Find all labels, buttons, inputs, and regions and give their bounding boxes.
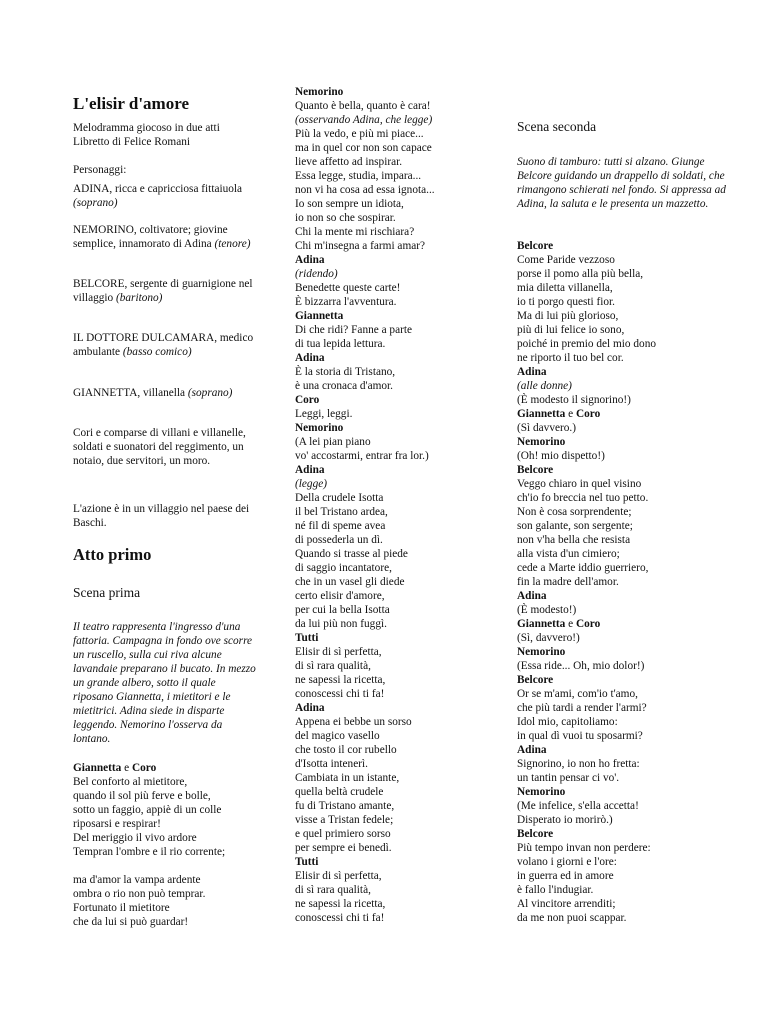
character-belcore	[73, 277, 258, 305]
speaker-name: Adina	[517, 744, 547, 756]
line-text: porse il pomo alla più bella,	[517, 268, 644, 280]
verse-line: Di che ridi? Fanne a parte	[295, 324, 412, 336]
verse-line: Chi la mente mi rischiara?	[295, 226, 415, 238]
speaker-name: Adina	[517, 590, 547, 602]
speaker-label	[517, 645, 727, 659]
speaker-label	[517, 365, 727, 379]
stage-note	[517, 379, 727, 393]
scene-heading: Scena seconda	[517, 119, 597, 134]
verse-line: lieve affetto ad inspirar.	[295, 156, 403, 168]
character-voice: (basso comico)	[122, 346, 192, 358]
character-adina	[73, 182, 258, 210]
verse-line	[517, 799, 727, 813]
character-voice: (soprano)	[73, 197, 118, 209]
subtitle-line: Libretto di Felice Romani	[73, 136, 191, 148]
verse-line: Fortunato il mietitore	[73, 902, 170, 914]
speaker-label	[73, 761, 258, 775]
verse-line	[517, 841, 727, 855]
verse-line: Elisir di sì perfetta,	[295, 870, 382, 882]
verse-line: Benedette queste carte!	[295, 282, 401, 294]
subtitle-line: Melodramma giocoso in due atti	[73, 122, 220, 134]
verse-line: quando il sol più ferve e bolle,	[73, 790, 211, 802]
speaker-name: Nemorino	[517, 646, 566, 658]
line-text: in guerra ed in amore	[517, 870, 614, 882]
stage-note: (osservando Adina, che legge)	[295, 114, 433, 126]
verse-line: quella beltà crudele	[295, 786, 384, 798]
verse-line: visse a Tristan fedele;	[295, 814, 394, 826]
character-text: BELCORE, sergente di guarnigione nel villaggio	[73, 278, 253, 304]
verse-line	[517, 911, 727, 925]
line-text: ne riporto il tuo bel cor.	[517, 352, 624, 364]
verse-line: per sempre ei benedì.	[295, 842, 392, 854]
verse-line	[517, 491, 727, 505]
character-voice: (soprano)	[187, 387, 233, 399]
verse-line	[517, 687, 727, 701]
line-text: Al vincitore arrenditi;	[517, 898, 616, 910]
verse-line: di possederla un dì.	[295, 534, 383, 546]
stage-note: (ridendo)	[295, 268, 338, 280]
verse-line: Più la vedo, e più mi piace...	[295, 128, 424, 140]
line-text: mia diletta villanella,	[517, 282, 613, 294]
verse-line	[517, 729, 727, 743]
line-text: son galante, son sergente;	[517, 520, 633, 532]
line-text: alla vista d'un cimiero;	[517, 548, 620, 560]
stage-note: (legge)	[295, 478, 327, 490]
verse-block	[517, 239, 727, 925]
speaker-label	[517, 827, 727, 841]
cori-note: Cori e comparse di villani e villanelle, soldati e suonatori del reggimento, un notaio, due servitori, un moro.	[73, 427, 246, 467]
verse-line: certo elisir d'amore,	[295, 590, 385, 602]
verse-line	[517, 603, 727, 617]
speaker-label	[517, 785, 727, 799]
speaker-name: Belcore	[517, 674, 554, 686]
line-text: non v'ha bella che resista	[517, 534, 631, 546]
verse-line	[517, 519, 727, 533]
verse-line: di sì rara qualità,	[295, 884, 371, 896]
line-text: (Essa ride... Oh, mio dolor!)	[517, 660, 645, 672]
verse-line: Tempran l'ombre e il rio corrente;	[73, 846, 226, 858]
verse-line: Del meriggio il vivo ardore	[73, 832, 197, 844]
scene-heading: Scena prima	[73, 585, 141, 600]
speaker-name: Nemorino	[295, 422, 344, 434]
verse-line: d'Isotta intenerì.	[295, 758, 368, 770]
speaker-label	[517, 673, 727, 687]
character-text: IL DOTTORE DULCAMARA, medico ambulante	[73, 332, 254, 358]
speaker-name: Coro	[132, 762, 157, 774]
character-text: NEMORINO, coltivatore; giovine semplice, innamorato di Adina	[73, 224, 228, 250]
line-text: Più tempo invan non perdere:	[517, 842, 651, 854]
verse-line	[517, 505, 727, 519]
speaker-name: Belcore	[517, 240, 554, 252]
verse-line: ma in quel cor non son capace	[295, 142, 432, 154]
speaker-name: Nemorino	[517, 786, 566, 798]
speaker-label	[517, 589, 727, 603]
speaker-label	[517, 435, 727, 449]
act-heading: Atto primo	[73, 545, 152, 564]
line-text: Veggo chiaro in quel visino	[517, 478, 642, 490]
line-text: cede a Marte iddio guerriero,	[517, 562, 649, 574]
line-text: in qual dì vuoi tu sposarmi?	[517, 730, 643, 742]
verse-line: Elisir di sì perfetta,	[295, 646, 382, 658]
speaker-name: Adina	[295, 254, 325, 266]
verse-line	[517, 323, 727, 337]
subtitle-block	[73, 121, 258, 149]
verse-line: ombra o rio non può temprar.	[73, 888, 206, 900]
verse-line: per cui la bella Isotta	[295, 604, 390, 616]
line-text: io ti porgo questi fior.	[517, 296, 616, 308]
verse-line: Quanto è bella, quanto è cara!	[295, 100, 431, 112]
speaker-name: Giannetta	[517, 408, 566, 420]
line-text: fin la madre dell'amor.	[517, 576, 619, 588]
verse-line	[517, 715, 727, 729]
speaker-name: Tutti	[295, 632, 319, 644]
verse-line: È la storia di Tristano,	[295, 366, 396, 378]
speaker-label	[517, 617, 727, 631]
verse-line: né fil di speme avea	[295, 520, 386, 532]
speaker-name: Giannetta	[517, 618, 566, 630]
verse-line: Cambiata in un istante,	[295, 772, 400, 784]
verse-line	[517, 449, 727, 463]
verse-line	[517, 337, 727, 351]
character-giannetta	[73, 386, 258, 400]
speaker-name: Coro	[576, 408, 601, 420]
speaker-name: Coro	[295, 394, 320, 406]
verse-line	[517, 659, 727, 673]
verse-line: ne sapessi la ricetta,	[295, 898, 386, 910]
speaker-name: Tutti	[295, 856, 319, 868]
verse-line: Della crudele Isotta	[295, 492, 384, 504]
verse-line: sotto un faggio, appiè di un colle	[73, 804, 222, 816]
speaker-name: Nemorino	[517, 436, 566, 448]
line-text: (alle donne)	[517, 380, 572, 392]
character-voice: (tenore)	[214, 238, 251, 250]
line-text: è fallo l'indugiar.	[517, 884, 594, 896]
verse-line: conoscessi chi ti fa!	[295, 688, 385, 700]
stage-direction: Suono di tamburo: tutti si alzano. Giunge Belcore guidando un drappello di soldati, che rimangono schierati nel fondo. Si appressa ad Adina, la saluta e le presenta un mazzetto.	[517, 156, 726, 210]
character-voice: (baritono)	[116, 292, 163, 304]
line-text: Or se m'ami, com'io t'amo,	[517, 688, 638, 700]
verse-line	[517, 869, 727, 883]
verse-line	[517, 631, 727, 645]
verse-line: e quel primiero sorso	[295, 828, 391, 840]
verse-line: è una cronaca d'amor.	[295, 380, 394, 392]
verse-line	[517, 281, 727, 295]
speaker-label	[517, 407, 727, 421]
verse-line: (A lei pian piano	[295, 436, 371, 448]
line-text: (Sì davvero.)	[517, 422, 576, 434]
verse-line: io non so che sospirar.	[295, 212, 396, 224]
line-text: Disperato io morirò.)	[517, 814, 613, 826]
personaggi-label: Personaggi:	[73, 164, 127, 176]
verse-line: che in un vasel gli diede	[295, 576, 405, 588]
speaker-name: Giannetta	[295, 310, 344, 322]
verse-line: che da lui si può guardar!	[73, 916, 189, 928]
line-text: (Me infelice, s'ella accetta!	[517, 800, 639, 812]
verse-line	[517, 771, 727, 785]
character-dulcamara	[73, 331, 258, 359]
speaker-name: Nemorino	[295, 86, 344, 98]
verse-line	[517, 883, 727, 897]
speaker-conjunction: e	[121, 762, 132, 774]
line-text: un tantin pensar ci vo'.	[517, 772, 620, 784]
verse-line: il bel Tristano ardea,	[295, 506, 388, 518]
verse-line: da lui più non fuggì.	[295, 618, 387, 630]
verse-line: non vi ha cosa ad essa ignota...	[295, 184, 435, 196]
speaker-name: Adina	[295, 702, 325, 714]
setting-note: L'azione è in un villaggio nel paese dei Baschi.	[73, 503, 250, 529]
speaker-name: Adina	[295, 352, 325, 364]
line-text: Idol mio, capitoliamo:	[517, 716, 618, 728]
speaker-name: Adina	[517, 366, 547, 378]
verse-block	[73, 775, 258, 929]
character-nemorino	[73, 223, 258, 251]
speaker-name: Coro	[576, 618, 601, 630]
verse-line	[517, 575, 727, 589]
line-text: (Sì, davvero!)	[517, 632, 580, 644]
line-text: da me non puoi scappar.	[517, 912, 627, 924]
verse-line: Essa legge, studia, impara...	[295, 170, 422, 182]
verse-line: di saggio incantatore,	[295, 562, 392, 574]
line-text: ch'io fo breccia nel tuo petto.	[517, 492, 649, 504]
verse-line: che tosto il cor rubello	[295, 744, 397, 756]
line-text: volano i giorni e l'ore:	[517, 856, 617, 868]
verse-line	[517, 253, 727, 267]
speaker-name: Belcore	[517, 464, 554, 476]
speaker-name: Giannetta	[73, 762, 122, 774]
verse-line	[517, 309, 727, 323]
line-text: più di lui felice io sono,	[517, 324, 625, 336]
verse-line	[517, 477, 727, 491]
verse-line: È bizzarra l'avventura.	[295, 296, 397, 308]
verse-line	[517, 393, 727, 407]
verse-line: Appena ei bebbe un sorso	[295, 716, 412, 728]
character-text: GIANNETTA, villanella	[73, 387, 188, 399]
line-text: (Oh! mio dispetto!)	[517, 450, 605, 462]
verse-block	[295, 85, 465, 925]
verse-line	[517, 547, 727, 561]
verse-line: ne sapessi la ricetta,	[295, 674, 386, 686]
verse-line: vo' accostarmi, entrar fra lor.)	[295, 450, 429, 462]
speaker-name: Belcore	[517, 828, 554, 840]
verse-line	[517, 701, 727, 715]
line-text: (È modesto!)	[517, 604, 577, 616]
verse-line	[517, 757, 727, 771]
verse-line: Leggi, leggi.	[295, 408, 353, 420]
verse-line: conoscessi chi ti fa!	[295, 912, 385, 924]
verse-line	[517, 421, 727, 435]
speaker-label	[517, 463, 727, 477]
line-text: Signorino, io non ho fretta:	[517, 758, 640, 770]
verse-line	[517, 351, 727, 365]
line-text: che più tardi a render l'armi?	[517, 702, 647, 714]
verse-line: Bel conforto al mietitore,	[73, 776, 188, 788]
verse-line	[517, 897, 727, 911]
line-text: Non è cosa sorprendente;	[517, 506, 632, 518]
verse-line	[517, 267, 727, 281]
verse-line	[517, 855, 727, 869]
speaker-name: Adina	[295, 464, 325, 476]
character-text: ADINA, ricca e capricciosa fittaiuola	[73, 183, 243, 195]
verse-line: di tua lepida lettura.	[295, 338, 386, 350]
line-text: poiché in premio del mio dono	[517, 338, 656, 350]
verse-line: riposarsi e respirar!	[73, 818, 161, 830]
speaker-label	[517, 239, 727, 253]
opera-title: L'elisir d'amore	[73, 94, 190, 113]
verse-line	[73, 859, 258, 873]
line-text: Come Paride vezzoso	[517, 254, 615, 266]
verse-line: Chi m'insegna a farmi amar?	[295, 240, 426, 252]
stage-direction: Il teatro rappresenta l'ingresso d'una fattoria. Campagna in fondo ove scorre un ruscello, sulla cui riva alcune lavandaie preparano il bucato. In mezzo un grande albero, sotto il quale riposano Giannetta, i mietitori e le mietitrici. Adina siede in disparte leggendo. Nemorino l'osserva da lontano.	[73, 621, 256, 745]
verse-line: del magico vasello	[295, 730, 380, 742]
verse-line: ma d'amor la vampa ardente	[73, 874, 201, 886]
verse-line: di sì rara qualità,	[295, 660, 371, 672]
verse-line	[517, 813, 727, 827]
verse-line: Quando si trasse al piede	[295, 548, 408, 560]
speaker-label	[517, 743, 727, 757]
verse-line: fu di Tristano amante,	[295, 800, 395, 812]
verse-line	[517, 533, 727, 547]
verse-line	[517, 561, 727, 575]
line-text: Ma di lui più glorioso,	[517, 310, 619, 322]
verse-line: Io son sempre un idiota,	[295, 198, 404, 210]
verse-line	[517, 295, 727, 309]
line-text: e	[565, 618, 576, 630]
line-text: e	[565, 408, 576, 420]
line-text: (È modesto il signorino!)	[517, 394, 631, 406]
